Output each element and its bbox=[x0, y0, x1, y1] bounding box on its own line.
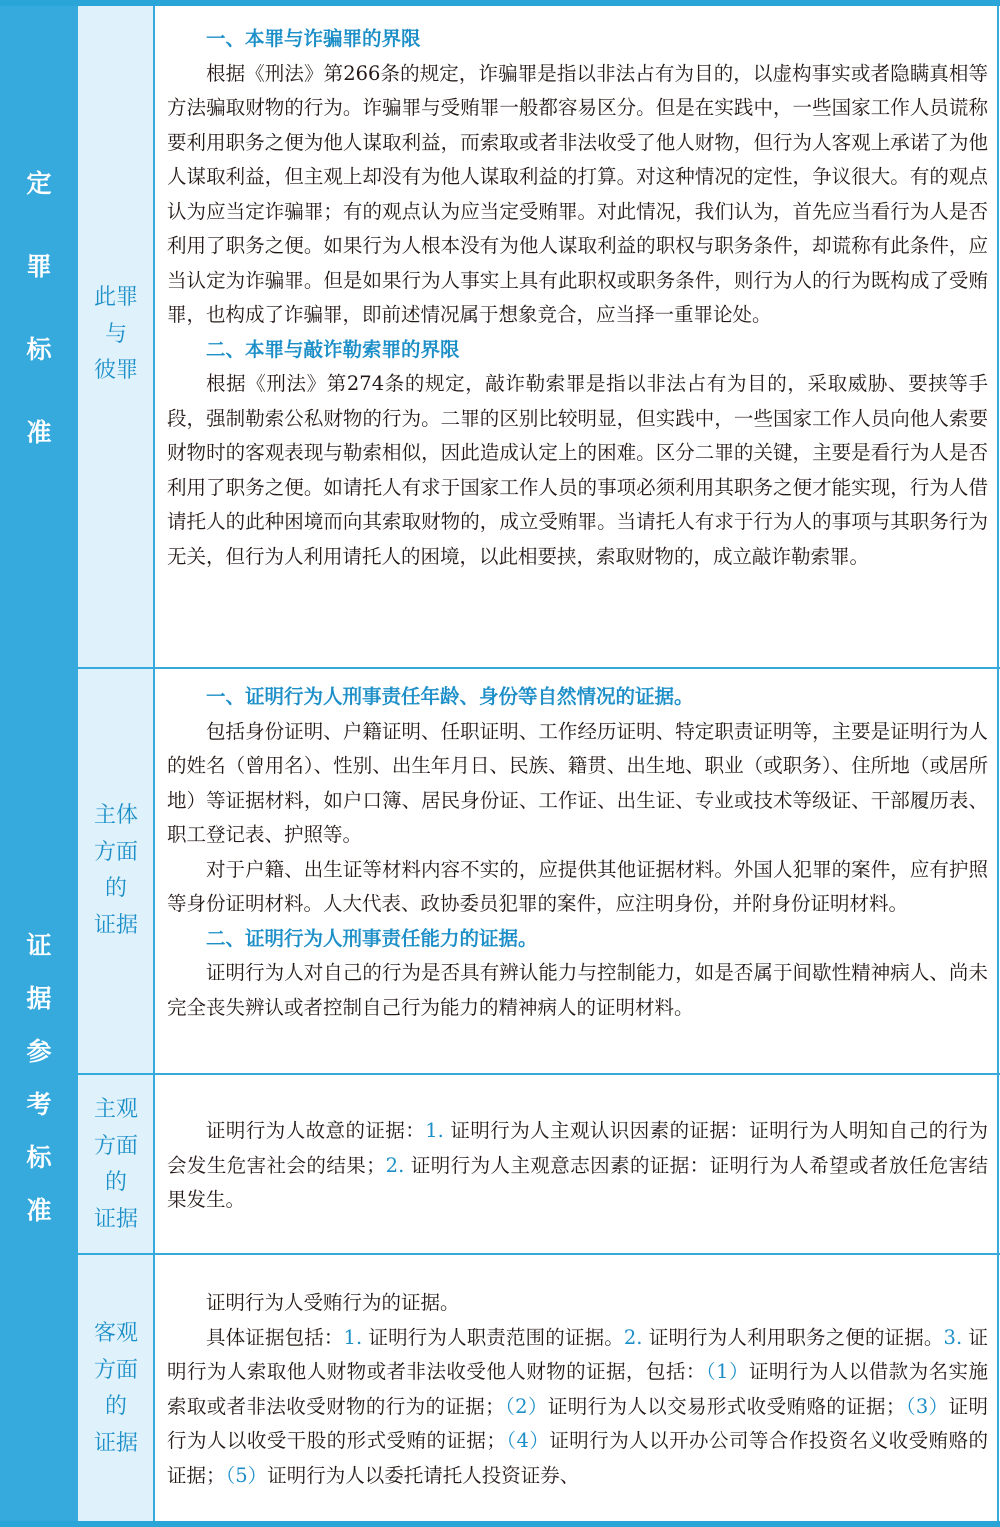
paragraph-subject-identity: 包括身份证明、户籍证明、任职证明、工作经历证明、特定职责证明等，主要是证明行为人的姓名（曾用名）、性别、出生年月日、民族、籍贯、出生地、职业（或职务）、住所地（或居所地）等证据材料，如户口簿、居民身份证、工作证、出生证、专业或技术等级证、干部履历表、职工登记表、护照等。 bbox=[167, 719, 988, 846]
heading-fraud: 一、本罪与诈骗罪的界限 bbox=[206, 27, 421, 50]
section-criteria-label: 定 罪 标 准 bbox=[26, 169, 52, 447]
paragraph-subject-capacity: 证明行为人对自己的行为是否具有辨认能力与控制能力，如是否属于间歇性精神病人、尚未完全丧失辨认或者控制自己行为能力的精神病人的证明材料。 bbox=[167, 961, 988, 1019]
column-divider bbox=[153, 6, 155, 1521]
heading-subject-capacity: 二、证明行为人刑事责任能力的证据。 bbox=[206, 926, 538, 950]
sub-objective-label: 客观 方面 的 证据 bbox=[93, 1321, 138, 1456]
content-subjective bbox=[167, 1114, 988, 1218]
row-divider bbox=[0, 667, 1000, 669]
sub-subject-label: 主体 方面 的 证据 bbox=[93, 803, 138, 938]
paragraph-subject-other: 对于户籍、出生证等材料内容不实的，应提供其他证据材料。外国人犯罪的案件，应有护照等身份证明材料。人大代表、政协委员犯罪的案件，应注明身份，并附身份证明材料。 bbox=[167, 857, 988, 915]
heading-subject-identity: 一、证明行为人刑事责任年龄、身份等自然情况的证据。 bbox=[206, 685, 694, 708]
row-divider bbox=[78, 1073, 1000, 1075]
paragraph-extortion: 根据《刑法》第274条的规定，敲诈勒索罪是指以非法占有为目的，采取威胁、要挟等手段，强制勒索公私财物的行为。二罪的区别比较明显，但实践中，一些国家工作人员向他人索要财物时的客观表现与勒索相似，因此造成认定上的困难。区分二罪的关键，主要是看行为人是否利用了职务之便。如请托人有求于国家工作人员的事项必须利用其职务之便才能实现，行为人借请托人的此种困境而向其索取财物的，成立受贿罪。当请托人有求于行为人的事项与其职务行为无关，但行为人利用请托人的困境，以此相要挟，索取财物的，成立敲诈勒索罪。 bbox=[167, 372, 988, 568]
paragraph-objective-intro: 证明行为人受贿行为的证据。 bbox=[206, 1291, 460, 1314]
content-objective bbox=[167, 1286, 988, 1493]
sub-this-vs-other-label: 此罪 与 彼罪 bbox=[93, 285, 138, 383]
paragraph-subjective: 证明行为人故意的证据：1. 证明行为人主观认识因素的证据：证明行为人明知自己的行为会发生危害社会的结果；2. 证明行为人主观意志因素的证据：证明行为人希望或者放任危害结果发生。 bbox=[167, 1119, 988, 1211]
content-this-vs-other bbox=[167, 22, 988, 574]
right-border bbox=[997, 6, 999, 1521]
bottom-border bbox=[0, 1521, 1000, 1527]
heading-extortion: 二、本罪与敲诈勒索罪的界限 bbox=[206, 337, 460, 361]
sub-subjective-label: 主观 方面 的 证据 bbox=[93, 1097, 138, 1232]
row-divider bbox=[78, 1253, 1000, 1255]
paragraph-objective-detail: 具体证据包括：1. 证明行为人职责范围的证据。2. 证明行为人利用职务之便的证据。3. 证明行为人索取他人财物或者非法收受他人财物的证据，包括：（1）证明行为人以借款为名实施索取或者非法收受财物的行为的证据；（2）证明行为人以交易形式收受贿赂的证据；（3）证明行为人以收受干股的形式受贿的证据；（4）证明行为人以开办公司等合作投资名义收受贿赂的证据；（5）证明行为人以委托请托人投资证券、 bbox=[167, 1325, 989, 1487]
content-subject bbox=[167, 680, 988, 1025]
section-evidence-label: 证 据 参 考 标 准 bbox=[26, 931, 52, 1225]
paragraph-fraud: 根据《刑法》第266条的规定，诈骗罪是指以非法占有为目的，以虚构事实或者隐瞒真相等方法骗取财物的行为。诈骗罪与受贿罪一般都容易区分。但是在实践中，一些国家工作人员谎称要利用职务之便为他人谋取利益，而索取或者非法收受了他人财物，但行为人客观上承诺了为他人谋取利益，但主观上却没有为他人谋取利益的打算。对这种情况的定性，争议很大。有的观点认为应当定诈骗罪；有的观点认为应当定受贿罪。对此情况，我们认为，首先应当看行为人是否利用了职务之便。如果行为人根本没有为他人谋取利益的职权与职务条件，却谎称有此条件，应当认定为诈骗罪。但是如果行为人事实上具有此职权或职务条件，则行为人的行为既构成了受贿罪，也构成了诈骗罪，即前述情况属于想象竞合，应当择一重罪论处。 bbox=[167, 61, 988, 326]
